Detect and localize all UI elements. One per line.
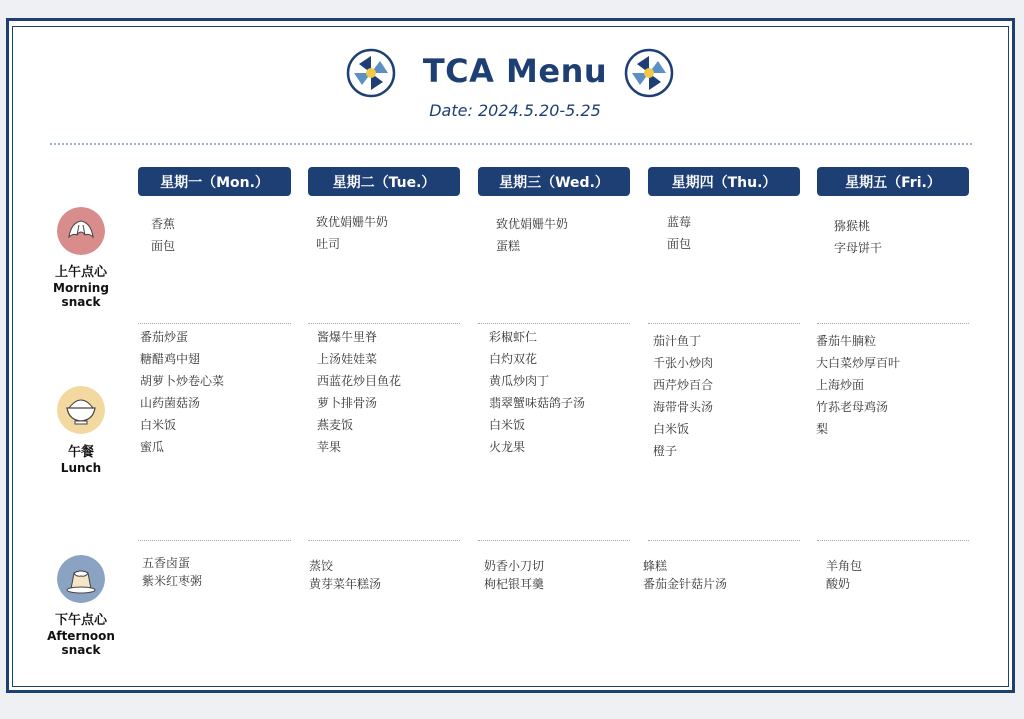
row-divider [817, 323, 969, 324]
row-divider [138, 323, 291, 324]
lunch-menu-thu [653, 330, 713, 462]
menu-item: 番茄牛腩粒 [816, 334, 877, 348]
day-header-fri: 星期五（Fri.） [817, 167, 969, 196]
menu-item: 香蕉 [151, 217, 176, 231]
page-title: TCA Menu [422, 52, 608, 90]
morning-menu-thu [667, 211, 691, 255]
meal-label-morning: 上午点心 Morning snack [53, 265, 109, 309]
menu-item: 番茄炒蛋 [140, 330, 189, 344]
menu-item: 白米饭 [489, 418, 526, 432]
date-range: Date: 2024.5.20-5.25 [429, 101, 601, 120]
menu-item: 紫米红枣粥 [142, 574, 203, 588]
menu-item: 海带骨头汤 [653, 400, 714, 414]
row-divider [138, 540, 291, 541]
menu-item: 蜜瓜 [140, 440, 165, 454]
menu-item: 猕猴桃 [834, 219, 871, 233]
menu-item: 蓝莓 [667, 215, 692, 229]
day-header-mon: 星期一（Mon.） [138, 167, 291, 196]
day-header-wed: 星期三（Wed.） [478, 167, 630, 196]
row-divider [308, 323, 460, 324]
menu-item: 蜂糕 [643, 559, 668, 573]
afternoon-menu-fri [826, 557, 862, 593]
menu-item: 橙子 [653, 444, 678, 458]
afternoon-menu-tue [309, 557, 381, 593]
menu-item: 西芹炒百合 [653, 378, 714, 392]
menu-item: 白米饭 [653, 422, 690, 436]
menu-item: 梨 [816, 422, 829, 436]
day-header-thu: 星期四（Thu.） [648, 167, 800, 196]
afternoon-menu-thu [643, 557, 727, 593]
menu-item: 黄瓜炒肉丁 [489, 374, 550, 388]
menu-item: 蒸饺 [309, 559, 334, 573]
menu-item: 萝卜排骨汤 [317, 396, 378, 410]
menu-item: 面包 [151, 239, 176, 253]
menu-item: 翡翠蟹味菇鸽子汤 [489, 396, 586, 410]
morning-menu-wed [496, 213, 568, 257]
menu-item: 字母饼干 [834, 241, 883, 255]
lunch-menu-wed [489, 326, 585, 458]
pinwheel-icon [624, 48, 674, 98]
menu-item: 西蓝花炒目鱼花 [317, 374, 402, 388]
menu-item: 致优娟姗牛奶 [316, 215, 389, 229]
menu-item: 上汤娃娃菜 [317, 352, 378, 366]
day-header-tue: 星期二（Tue.） [308, 167, 460, 196]
menu-item: 火龙果 [489, 440, 526, 454]
meal-label-afternoon: 下午点心 Afternoon snack [47, 613, 115, 657]
menu-item: 大白菜炒厚百叶 [816, 356, 901, 370]
menu-item: 番茄金针菇片汤 [643, 577, 728, 591]
afternoon-menu-mon [142, 554, 202, 590]
menu-item: 彩椒虾仁 [489, 330, 538, 344]
menu-item: 苹果 [317, 440, 342, 454]
row-divider [478, 323, 630, 324]
menu-item: 燕麦饭 [317, 418, 354, 432]
menu-item: 糖醋鸡中翅 [140, 352, 201, 366]
morning-menu-fri [834, 215, 882, 259]
morning-menu-tue [316, 211, 388, 255]
croissant-icon [57, 207, 105, 255]
lunch-menu-tue [317, 326, 401, 458]
menu-item: 面包 [667, 237, 692, 251]
menu-item: 山药菌菇汤 [140, 396, 201, 410]
menu-item: 竹荪老母鸡汤 [816, 400, 889, 414]
row-divider [478, 540, 630, 541]
menu-item: 千张小炒肉 [653, 356, 714, 370]
menu-item: 五香卤蛋 [142, 556, 191, 570]
pudding-icon [57, 555, 105, 603]
menu-item: 奶香小刀切 [484, 559, 545, 573]
row-divider [648, 323, 800, 324]
menu-item: 酱爆牛里脊 [317, 330, 378, 344]
meal-label-lunch: 午餐 Lunch [60, 445, 102, 475]
rice-bowl-icon [57, 386, 105, 434]
header-divider [50, 143, 972, 145]
afternoon-menu-wed [484, 557, 544, 593]
menu-item: 茄汁鱼丁 [653, 334, 702, 348]
menu-item: 蛋糕 [496, 239, 521, 253]
menu-item: 白米饭 [140, 418, 177, 432]
menu-item: 胡萝卜炒卷心菜 [140, 374, 225, 388]
menu-item: 白灼双花 [489, 352, 538, 366]
lunch-menu-mon [140, 326, 224, 458]
row-divider [817, 540, 969, 541]
menu-item: 致优娟姗牛奶 [496, 217, 569, 231]
row-divider [308, 540, 460, 541]
row-divider [648, 540, 800, 541]
menu-item: 枸杞银耳羹 [484, 577, 545, 591]
morning-menu-mon [151, 213, 175, 257]
pinwheel-icon [346, 48, 396, 98]
menu-item: 羊角包 [826, 559, 863, 573]
menu-item: 黄芽菜年糕汤 [309, 577, 382, 591]
menu-item: 上海炒面 [816, 378, 865, 392]
menu-item: 吐司 [316, 237, 341, 251]
menu-item: 酸奶 [826, 577, 851, 591]
lunch-menu-fri [816, 330, 900, 440]
